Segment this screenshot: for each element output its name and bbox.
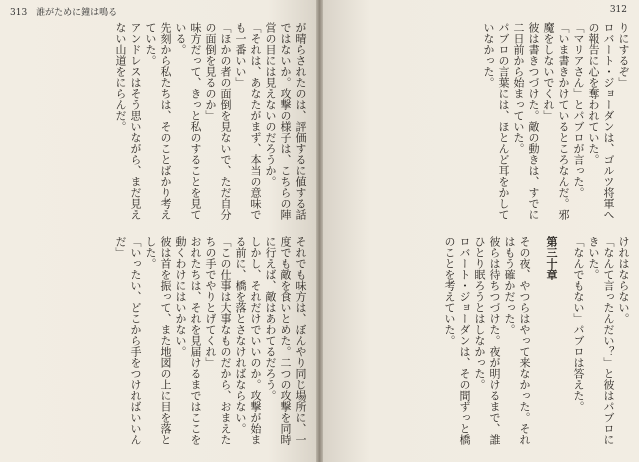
paragraph: ロバート・ジョーダンは、その間ずっと橋のことを考えていた。 <box>443 236 471 445</box>
left-page-upper-text <box>8 22 308 227</box>
right-page-upper-text <box>331 22 631 227</box>
paragraph: 「なんでもない」パブロは答えた。 <box>572 236 585 412</box>
paragraph: 彼は書きつづけた。敵の動きは、すでに二日前から始まっていた。 <box>512 22 540 220</box>
paragraph: が晴らされたのは、評価するに値する話ではないか。攻撃の様子は、こちらの陣営の目には見えないのだろうか。 <box>264 22 307 220</box>
paragraph: その夜、やつらはやって来なかった。それはもう確かだった。 <box>503 236 531 445</box>
paragraph: 「マリアさん」とパブロが言った。 <box>572 22 585 198</box>
book-gutter <box>316 0 323 462</box>
paragraph: 「それは、あなたがまず、本当の意味でも一番いい」 <box>234 22 262 220</box>
paragraph: 「なんて言ったんだい？」と彼はパブロにきいた。 <box>587 236 615 445</box>
paragraph: おれたちは、それを見届けるまではここを動くわけにはいかない。 <box>174 236 202 445</box>
paragraph: 彼らは待ちつづけた。夜が明けるまで、誰ひとり眠ろうとはしなかった。 <box>473 236 501 445</box>
paragraph: 味方だって、きっと私のすることを見ている。 <box>174 22 202 220</box>
left-page-lower-text <box>8 236 308 451</box>
paragraph: けれはならない。 <box>617 236 630 324</box>
paragraph: 「この仕事は大事なものだから、おまえたちの手でやりとげてくれ」 <box>204 236 232 445</box>
paragraph: しかし、それだけでいいのか。攻撃が始まる前に、橋を落とさなければならない。 <box>234 236 262 445</box>
paragraph: アンドレスはそう思いながら、まだ見えない山道をにらんだ。 <box>114 22 142 220</box>
paragraph: 「いったい、どこから手をつければいいんだ」 <box>114 236 142 445</box>
paragraph: 「ほかの者の面倒を見ないで、ただ自分の面倒を見るのか」 <box>204 22 232 220</box>
right-page-lower-text <box>331 236 631 451</box>
right-page <box>323 0 639 462</box>
paragraph: パブロの言葉には、ほとんど耳をかしていなかった。 <box>482 22 510 220</box>
paragraph: 彼は首を振って、また地図の上に目を落とした。 <box>144 236 172 445</box>
paragraph: りにするぞ」 <box>617 22 630 88</box>
left-running-head <box>10 5 117 18</box>
chapter-heading: 第三十章 <box>545 236 558 280</box>
left-page-number: 313 <box>10 8 28 18</box>
right-running-head <box>610 5 627 15</box>
paragraph: 先刻から私たちは、そのことばかり考えていた。 <box>144 22 172 220</box>
right-page-number: 312 <box>609 5 627 15</box>
paragraph: 「いま書きかけているところなんだ。邪魔をしないでくれ」 <box>542 22 570 220</box>
paragraph: それでも味方は、ぼんやり同じ場所に、一度でも敵を食いとめた。二つの攻撃を同時に行えば、敵はあわてるだろう。 <box>264 236 307 445</box>
left-running-title: 誰がために鐘は鳴る <box>36 8 118 18</box>
paragraph: ロバート・ジョーダンは、ゴルツ将軍への報告に心を奪われていた。 <box>587 22 615 220</box>
left-page <box>0 0 316 462</box>
